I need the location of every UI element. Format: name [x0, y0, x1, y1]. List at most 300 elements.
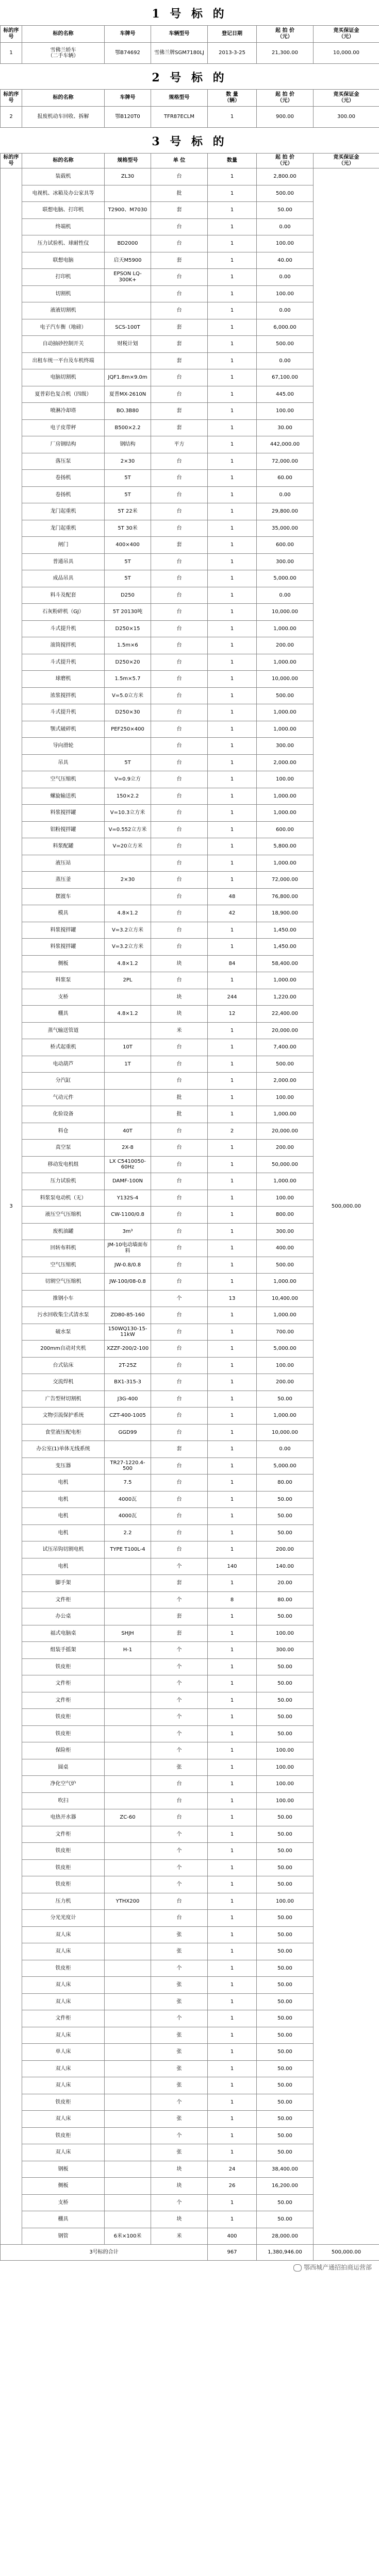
table-cell: 台 [151, 671, 208, 688]
table-cell [105, 2178, 151, 2195]
table-cell: 推钢小车 [22, 1290, 105, 1307]
table-cell [105, 1977, 151, 1994]
table-cell: JQF1.8m×9.0m [105, 369, 151, 386]
table-cell: 交流焊机 [22, 1374, 105, 1391]
table-cell: 钢结构 [105, 436, 151, 453]
table-cell: 50.00 [257, 2010, 314, 2027]
table-cell: 1 [208, 1642, 257, 1659]
table-cell: 台 [151, 1391, 208, 1408]
table-cell: 1 [208, 168, 257, 185]
table-cell: 1 [208, 2060, 257, 2077]
table-cell: 1 [208, 1173, 257, 1190]
table-cell: 1 [208, 1056, 257, 1073]
table-cell: 1,000.00 [257, 721, 314, 738]
table-header-row [1, 26, 379, 43]
table-cell: 800.00 [257, 1207, 314, 1224]
table-cell: 个 [151, 1843, 208, 1860]
table-cell: 导向滑轮 [22, 738, 105, 755]
section-title-lot-2: 2 号 标 的 [152, 71, 227, 84]
table-cell: 铝粉搅拌罐 [22, 821, 105, 838]
table-cell: 卷扬机 [22, 470, 105, 487]
table-cell: 500.00 [257, 185, 314, 202]
table-cell: 喷淋冷却塔 [22, 403, 105, 420]
table-cell: 1 [208, 1625, 257, 1642]
table-cell: 台 [151, 604, 208, 621]
table-cell: 50.00 [257, 1843, 314, 1860]
section-title-lot-1: 1 号 标 的 [152, 7, 227, 21]
header-cell: 起 拍 价 （元） [257, 154, 314, 168]
table-cell: 压力试验机 [22, 1173, 105, 1190]
table-cell: 办公桌 [22, 1608, 105, 1625]
table-cell: 切割机 [22, 285, 105, 302]
table-cell: 1 [208, 1156, 257, 1173]
table-cell [105, 2094, 151, 2111]
table-cell: 445.00 [257, 386, 314, 403]
table-cell [105, 2161, 151, 2178]
table-cell: 1 [208, 1307, 257, 1324]
table-cell [105, 1675, 151, 1692]
table-cell: 5,000.00 [257, 1458, 314, 1475]
table-cell: 18,900.00 [257, 905, 314, 922]
wechat-icon [293, 2264, 302, 2272]
table-cell: 50.00 [257, 1943, 314, 1960]
table-cell: 成品吊具 [22, 570, 105, 587]
table-cell: 污水回收集尘式清水泵 [22, 1307, 105, 1324]
table-cell: 斗式提升机 [22, 704, 105, 721]
table-cell [105, 2144, 151, 2161]
table-cell: 台 [151, 1491, 208, 1508]
table-cell: 0.00 [257, 352, 314, 369]
table-cell: 套 [151, 403, 208, 420]
table-cell: 1 [208, 107, 257, 128]
table-cell: 双人床 [22, 2077, 105, 2094]
table-cell: 500.00 [257, 1056, 314, 1073]
table-cell: 鄂B120T0 [105, 107, 151, 128]
table-cell: 200.00 [257, 1374, 314, 1391]
table-cell: 夏普彩色复合机（四级） [22, 386, 105, 403]
table-cell: 200mm自动对夹机 [22, 1341, 105, 1358]
table-cell: 2×30 [105, 453, 151, 470]
table-cell: 电子皮带秤 [22, 419, 105, 436]
table-cell: 12 [208, 1006, 257, 1023]
table-cell [105, 1558, 151, 1575]
table-cell [105, 2010, 151, 2027]
table-cell: 食堂液压配电柜 [22, 1424, 105, 1441]
table-cell: PEF250×400 [105, 721, 151, 738]
table-cell: 1 [208, 1341, 257, 1358]
table-cell: 1 [208, 436, 257, 453]
table-cell: J3G-400 [105, 1391, 151, 1408]
table-cell: 龙门起重机 [22, 520, 105, 537]
table-cell: 蒸气输送管道 [22, 1022, 105, 1039]
table-cell: 1 [208, 1374, 257, 1391]
table-cell: ZD80-85-160 [105, 1307, 151, 1324]
table-cell: 1 [208, 520, 257, 537]
table-cell: 80.00 [257, 1475, 314, 1492]
table-cell: 个 [151, 1876, 208, 1893]
table-cell: 28,000.00 [257, 2228, 314, 2245]
table-cell [105, 1073, 151, 1090]
header-cell: 车牌号 [105, 26, 151, 43]
table-cell: 72,000.00 [257, 872, 314, 889]
table-cell: 200.00 [257, 1541, 314, 1558]
table-cell: ZC-60 [105, 1809, 151, 1826]
table-cell: 台 [151, 1341, 208, 1358]
table-cell: 财税计划 [105, 336, 151, 353]
table-cell: 2.2 [105, 1524, 151, 1541]
table-cell: 台 [151, 1073, 208, 1090]
table-cell: 80.00 [257, 1591, 314, 1608]
table-cell: 米 [151, 1022, 208, 1039]
table-cell: 1 [208, 1257, 257, 1274]
table-cell: 100.00 [257, 1742, 314, 1759]
table-cell: 滚筒搅拌机 [22, 637, 105, 654]
table-cell: 铁皮柜 [22, 1843, 105, 1860]
table-cell: 1 [208, 470, 257, 487]
table-cell: V=0.9立方 [105, 771, 151, 788]
table-cell: 空气压缩机 [22, 1257, 105, 1274]
table-cell: 文件柜 [22, 1675, 105, 1692]
table-cell: 套 [151, 1625, 208, 1642]
table-cell [105, 1776, 151, 1793]
table-cell: 35,000.00 [257, 520, 314, 537]
table-cell: 1 [208, 1491, 257, 1508]
table-cell: 1 [208, 1759, 257, 1776]
table-cell: 空气压缩机 [22, 771, 105, 788]
table-cell: 1 [208, 620, 257, 637]
table-cell: 台 [151, 553, 208, 570]
table-cell [105, 1441, 151, 1458]
table-cell: 1 [208, 637, 257, 654]
table-cell: 台 [151, 1190, 208, 1207]
table-cell: 100.00 [257, 1893, 314, 1910]
table-cell: 42 [208, 905, 257, 922]
table-cell: 1 [208, 604, 257, 621]
header-cell: 标的名称 [22, 90, 105, 107]
table-cell: 套 [151, 336, 208, 353]
table-cell: 1 [208, 537, 257, 554]
table-cell: 100.00 [257, 235, 314, 252]
table-cell: 1 [208, 1408, 257, 1425]
table-cell: 150×2.2 [105, 788, 151, 805]
table-cell: 1T [105, 1056, 151, 1073]
table-cell: 台 [151, 1541, 208, 1558]
table-cell: 批 [151, 1089, 208, 1106]
table-cell: 块 [151, 2161, 208, 2178]
table-cell: 张 [151, 1977, 208, 1994]
table-cell: 60.00 [257, 470, 314, 487]
table-cell: 台 [151, 520, 208, 537]
table-cell: 台 [151, 1123, 208, 1140]
table-cell: 电脑切割机 [22, 369, 105, 386]
table-cell: 液压空气压缩机 [22, 1207, 105, 1224]
table-cell: 料浆泵电动机（无） [22, 1190, 105, 1207]
table-cell: 244 [208, 989, 257, 1006]
table-cell: 个 [151, 1642, 208, 1659]
table-cell: 台 [151, 1776, 208, 1793]
table-cell: 破水泵 [22, 1324, 105, 1341]
table-cell: 1,000.00 [257, 788, 314, 805]
table-cell: 1 [208, 2211, 257, 2228]
table-cell: 50.00 [257, 1960, 314, 1977]
table-cell: 1 [208, 1926, 257, 1943]
table-cell [105, 1742, 151, 1759]
table-cell: 浓浆搅拌机 [22, 687, 105, 704]
table-cell: 1 [208, 1843, 257, 1860]
table-cell: 台 [151, 637, 208, 654]
table-cell: 吊具 [22, 754, 105, 771]
table-cell: 张 [151, 2027, 208, 2044]
table-cell: V=5.0立方米 [105, 687, 151, 704]
table-cell: 1 [208, 1458, 257, 1475]
table-cell: 试压吊钩切割电机 [22, 1541, 105, 1558]
table-cell: 1,000.00 [257, 805, 314, 822]
table-cell: 100.00 [257, 1357, 314, 1374]
table-cell: 10,000.00 [257, 1424, 314, 1441]
table-cell [105, 1843, 151, 1860]
table-cell: 0.00 [257, 1441, 314, 1458]
table-cell: 文件柜 [22, 1591, 105, 1608]
table-cell: 1 [208, 369, 257, 386]
table-cell: 50.00 [257, 2094, 314, 2111]
table-cell: 1 [208, 2077, 257, 2094]
table-cell: 台 [151, 721, 208, 738]
table-cell: 2×30 [105, 872, 151, 889]
table-row [1, 107, 379, 128]
table-cell [105, 2211, 151, 2228]
table-cell: SCS-100T [105, 319, 151, 336]
table-cell: 电机 [22, 1558, 105, 1575]
table-cell: 联想电脑、打印机 [22, 202, 105, 219]
table-cell: 300.00 [257, 1642, 314, 1659]
table-cell: 1 [208, 1608, 257, 1625]
table-cell: 1 [208, 587, 257, 604]
table-cell [105, 218, 151, 235]
table-cell: 切割空气压缩机 [22, 1274, 105, 1291]
table-cell: D250 [105, 587, 151, 604]
table-cell: 个 [151, 1725, 208, 1742]
table-cell: 6,000.00 [257, 319, 314, 336]
table-cell: 装载机 [22, 168, 105, 185]
table-cell [105, 2111, 151, 2128]
table-cell: 1.5m×6 [105, 637, 151, 654]
table-cell: 0.00 [257, 302, 314, 319]
table-cell: 2,000.00 [257, 1073, 314, 1090]
table-cell [105, 1658, 151, 1675]
table-cell: 铁皮柜 [22, 1960, 105, 1977]
section-title-lot-3: 3 号 标 的 [152, 135, 227, 148]
table-cell: V=3.2立方米 [105, 939, 151, 956]
table-cell: 1 [208, 2044, 257, 2061]
table-cell: 1 [208, 1893, 257, 1910]
table-cell: 900.00 [257, 107, 314, 128]
table-cell: 铁皮柜 [22, 2127, 105, 2144]
table-cell: 台 [151, 168, 208, 185]
table-cell: 料浆搅拌罐 [22, 939, 105, 956]
table-cell: CZT-400-1005 [105, 1408, 151, 1425]
table-cell: 76,800.00 [257, 888, 314, 905]
table-cell: 1 [208, 235, 257, 252]
table-cell [105, 1106, 151, 1123]
table-cell: 50.00 [257, 1859, 314, 1876]
table-cell [105, 2077, 151, 2094]
lot-number-cell: 3 [1, 168, 22, 2245]
table-cell: 台 [151, 470, 208, 487]
table-cell: 1,000.00 [257, 1307, 314, 1324]
table-cell: 50.00 [257, 202, 314, 219]
table-header-row [1, 90, 379, 107]
table-cell: D250×30 [105, 704, 151, 721]
table-cell: BD2000 [105, 235, 151, 252]
table-cell: 台 [151, 1424, 208, 1441]
header-cell: 标的名称 [22, 26, 105, 43]
table-cell: 台 [151, 1809, 208, 1826]
table-cell [105, 352, 151, 369]
table-cell: 套 [151, 1608, 208, 1625]
table-cell: 双人床 [22, 1993, 105, 2010]
table-cell: 1 [208, 1441, 257, 1458]
table-cell: 50.00 [257, 1910, 314, 1927]
table-cell: 1 [208, 302, 257, 319]
table-cell: 个 [151, 1742, 208, 1759]
table-cell: 电视机、冰箱及办公家具等 [22, 185, 105, 202]
table-cell: 压力机 [22, 1893, 105, 1910]
table-cell: 鄂B74692 [105, 43, 151, 64]
table-cell: 1 [208, 1876, 257, 1893]
table-cell: 分光光度计 [22, 1910, 105, 1927]
table-cell [105, 1759, 151, 1776]
table-cell [105, 285, 151, 302]
table-cell: 1,000.00 [257, 620, 314, 637]
table-cell: 50.00 [257, 1993, 314, 2010]
table-cell: 100.00 [257, 771, 314, 788]
table-cell: 保险柜 [22, 1742, 105, 1759]
table-cell: 脚手架 [22, 1575, 105, 1592]
table-cell: 1 [208, 972, 257, 989]
table-cell: 雪佛兰轿车 （二手车辆） [22, 43, 105, 64]
table-cell: 5,800.00 [257, 838, 314, 855]
table-cell: 台 [151, 1458, 208, 1475]
table-cell: 双人床 [22, 2144, 105, 2161]
table-cell: 台 [151, 838, 208, 855]
table-cell: 套 [151, 537, 208, 554]
table-cell: 1 [208, 1575, 257, 1592]
table-cell: 台 [151, 771, 208, 788]
table-cell: 50.00 [257, 2027, 314, 2044]
table-cell: 16,200.00 [257, 2178, 314, 2195]
table-cell: 1 [208, 1776, 257, 1793]
table-cell: 50.00 [257, 1524, 314, 1541]
table-cell: 20,000.00 [257, 1022, 314, 1039]
table-cell: 台 [151, 1056, 208, 1073]
table-cell: 4.8×1.2 [105, 1006, 151, 1023]
table-cell: 300.00 [257, 553, 314, 570]
table-cell: 1 [208, 1089, 257, 1106]
table-cell: 台 [151, 285, 208, 302]
header-cell: 竞买保证金 （元） [314, 154, 379, 168]
table-cell: 蒸压釜 [22, 872, 105, 889]
table-cell: 台 [151, 369, 208, 386]
table-cell [105, 302, 151, 319]
table-cell: 普通吊具 [22, 553, 105, 570]
table-cell: 1 [208, 838, 257, 855]
table-cell: 1 [208, 1039, 257, 1056]
table-cell: 100.00 [257, 285, 314, 302]
table-cell: 300.00 [314, 107, 379, 128]
table-cell: 台 [151, 738, 208, 755]
table-cell: 1,000.00 [257, 704, 314, 721]
table-cell: 5T 22米 [105, 503, 151, 520]
table-cell: 台 [151, 1792, 208, 1809]
table-cell: 58,400.00 [257, 955, 314, 972]
table-cell: 1 [208, 1977, 257, 1994]
table-cell: 2,800.00 [257, 168, 314, 185]
table-cell: 1 [208, 939, 257, 956]
table-cell [105, 1943, 151, 1960]
table-cell: 1 [208, 1742, 257, 1759]
table-cell: 1 [208, 2027, 257, 2044]
table-cell: 50.00 [257, 2044, 314, 2061]
table-cell: 1 [208, 922, 257, 939]
table-cell [105, 1608, 151, 1625]
table-cell: 24 [208, 2161, 257, 2178]
table-cell: 化验设备 [22, 1106, 105, 1123]
table-cell: 电热开水器 [22, 1809, 105, 1826]
table-cell: 双人床 [22, 2111, 105, 2128]
table-cell: 厂房钢结构 [22, 436, 105, 453]
table-cell: 5,000.00 [257, 570, 314, 587]
table-cell: 1 [208, 1190, 257, 1207]
table-cell: 1 [208, 1207, 257, 1224]
table-cell: 文物引流保护系统 [22, 1408, 105, 1425]
total-deposit: 500,000.00 [314, 2245, 379, 2261]
table-cell [105, 1859, 151, 1876]
table-cell: 1 [208, 1391, 257, 1408]
table-cell: 1,000.00 [257, 1274, 314, 1291]
table-cell: 1,450.00 [257, 939, 314, 956]
table-cell: 1 [208, 1792, 257, 1809]
table-cell: 双人床 [22, 1977, 105, 1994]
table-cell: 1 [208, 352, 257, 369]
table-cell: 1 [208, 1324, 257, 1341]
table-cell: 电机 [22, 1491, 105, 1508]
table-cell: 140.00 [257, 1558, 314, 1575]
table-cell: 1,000.00 [257, 972, 314, 989]
table-cell: 套 [151, 252, 208, 269]
table-cell: 分汽缸 [22, 1073, 105, 1090]
table-cell: 出租车统一平台及车机终端 [22, 352, 105, 369]
table-cell: 台 [151, 1173, 208, 1190]
table-cell: 终端机 [22, 218, 105, 235]
table-cell: 1 [208, 1658, 257, 1675]
table-cell: 台 [151, 1408, 208, 1425]
table-cell: 2PL [105, 972, 151, 989]
table-cell: 3m³ [105, 1223, 151, 1240]
table-cell [105, 1926, 151, 1943]
table-cell [105, 2127, 151, 2144]
table-cell: XZZF-200/2-100 [105, 1341, 151, 1358]
table-cell: 个 [151, 1692, 208, 1709]
table-cell: 4.8×1.2 [105, 905, 151, 922]
table-cell: 5,000.00 [257, 1341, 314, 1358]
header-cell: 车牌号 [105, 90, 151, 107]
table-cell: 个 [151, 2010, 208, 2027]
header-cell: 标的名称 [22, 154, 105, 168]
table-cell: 广告型材切割机 [22, 1391, 105, 1408]
table-cell [105, 1826, 151, 1843]
table-cell: 联想电脑 [22, 252, 105, 269]
table-cell: 5T [105, 553, 151, 570]
